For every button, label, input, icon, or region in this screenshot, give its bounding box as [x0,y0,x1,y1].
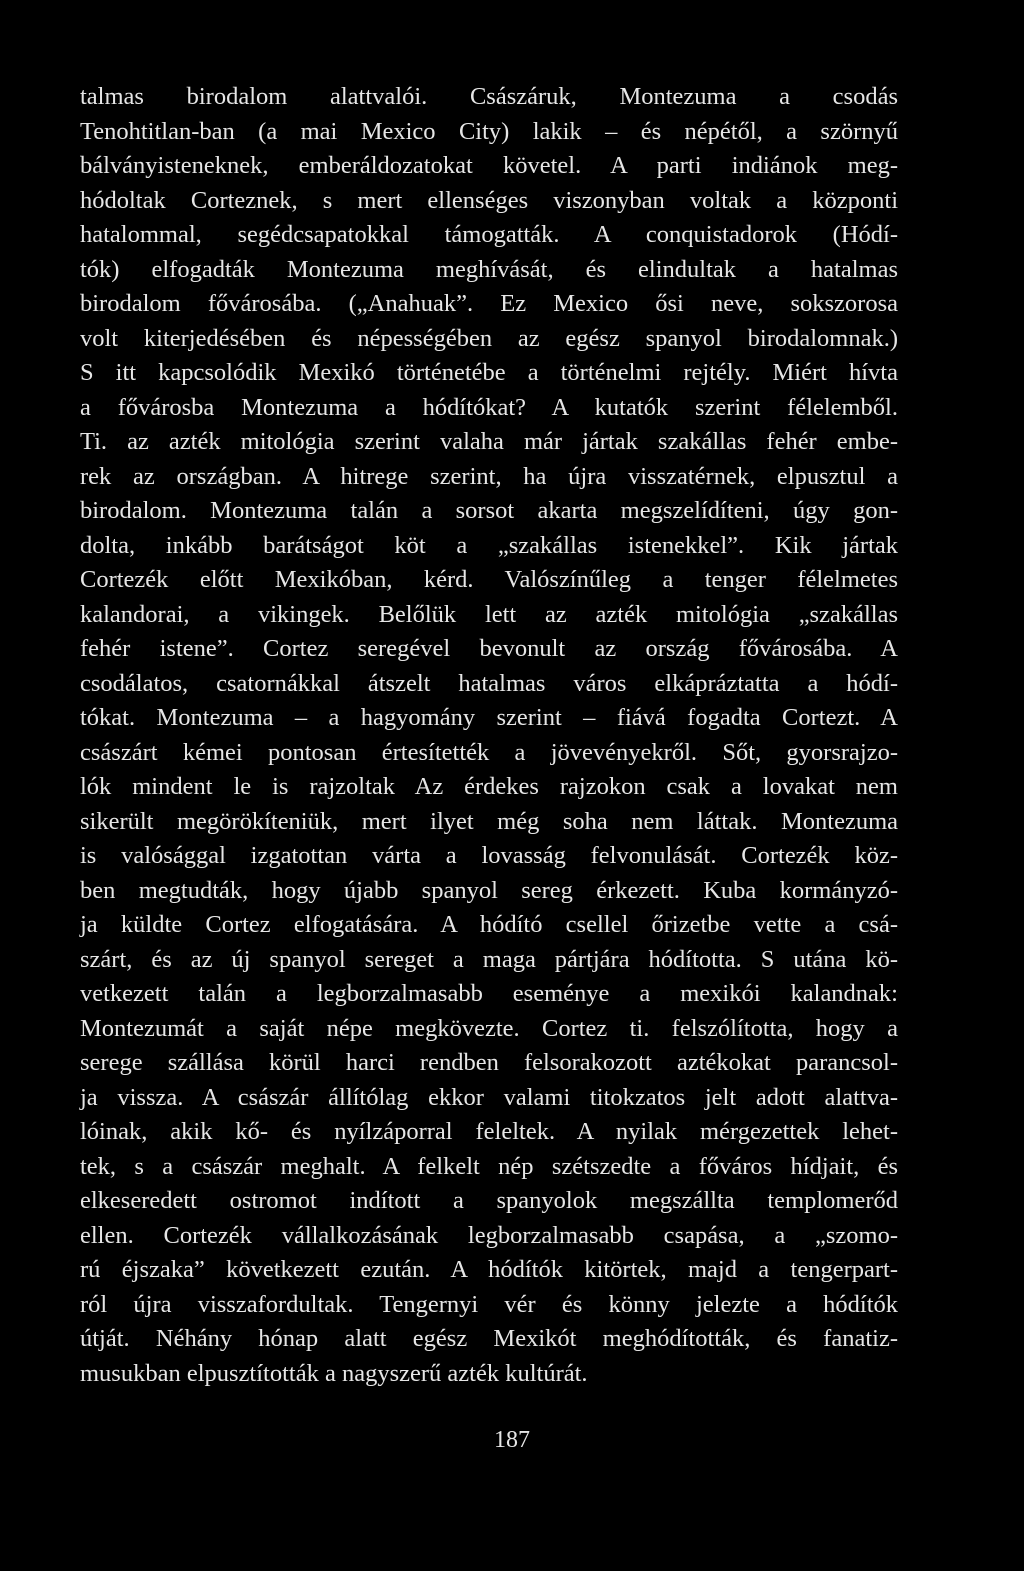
text-line: Montezumát a saját népe megkövezte. Cortez ti. felszólította, hogy a [80,1014,898,1042]
text-line: lóinak, akik kő- és nyílzáporral feleltek. A nyilak mérgezettek lehet- [80,1118,898,1145]
text-line: vetkezett talán a legborzalmasabb eseménye a mexikói kalandnak: [80,980,898,1007]
text-line: császárt kémei pontosan értesítették a jövevényekről. Sőt, gyorsrajzo- [80,738,898,766]
text-line: sikerült megörökíteniük, mert ilyet még soha nem láttak. Montezuma [80,807,898,835]
text-line: tók) elfogadták Montezuma meghívását, és elindultak a hatalmas [80,255,898,283]
text-line: ben megtudták, hogy újabb spanyol sereg érkezett. Kuba kormányzó- [80,876,898,904]
text-line: útját. Néhány hónap alatt egész Mexikót meghódították, és fanatiz- [80,1325,898,1352]
text-line: ja vissza. A császár állítólag ekkor valami titokzatos jelt adott alattva- [80,1083,898,1111]
text-line: Ti. az azték mitológia szerint valaha már jártak szakállas fehér embe- [80,428,898,455]
text-line: ja küldte Cortez elfogatására. A hódító csellel őrizetbe vette a csá- [80,911,898,938]
text-line: kalandorai, a vikingek. Belőlük lett az azték mitológia „szakállas [80,600,898,628]
text-line: csodálatos, csatornákkal átszelt hatalmas város elkápráztatta a hódí- [80,669,898,697]
text-line: dolta, inkább barátságot köt a „szakállas istenekkel”. Kik jártak [80,531,898,559]
text-line: Cortezék előtt Mexikóban, kérd. Valószínűleg a tenger félelmetes [80,566,898,593]
text-line: bálványisteneknek, emberáldozatokat követel. A parti indiánok meg- [80,152,898,179]
text-line: S itt kapcsolódik Mexikó történetébe a történelmi rejtély. Miért hívta [80,359,898,386]
text-line: tókat. Montezuma – a hagyomány szerint – fiává fogadta Cortezt. A [80,704,898,731]
text-line: Tenohtitlan-ban (a mai Mexico City) lakik – és népétől, a szörnyű [80,117,898,145]
text-line: ról újra visszafordultak. Tengernyi vér és könny jelezte a hódítók [80,1290,898,1318]
text-line: is valósággal izgatottan várta a lovasság felvonulását. Cortezék köz- [80,842,898,869]
text-line: rú éjszaka” következett ezután. A hódítók kitörtek, majd a tengerpart- [80,1256,898,1283]
page-number: 187 [494,1427,530,1453]
text-line: a fővárosba Montezuma a hódítókat? A kutatók szerint félelemből. [80,393,898,421]
text-line: talmas birodalom alattvalói. Császáruk, Montezuma a csodás [80,83,898,110]
text-line: szárt, és az új spanyol sereget a maga pártjára hódította. S utána kö- [80,945,898,973]
text-line: birodalom. Montezuma talán a sorsot akarta megszelídíteni, úgy gon- [80,497,898,524]
text-line: fehér istene”. Cortez seregével bevonult az ország fővárosába. A [80,635,898,662]
text-line: rek az országban. A hitrege szerint, ha újra visszatérnek, elpusztul a [80,462,898,490]
text-line: tek, s a császár meghalt. A felkelt nép szétszedte a főváros hídjait, és [80,1152,898,1180]
text-line: serege szállása körül harci rendben felsorakozott aztékokat parancsol- [80,1049,898,1076]
body-text [80,80,898,1391]
text-line: birodalom fővárosába. („Anahuak”. Ez Mexico ősi neve, sokszorosa [80,290,898,317]
text-line: musukban elpusztították a nagyszerű azték kultúrát. [80,1359,588,1387]
text-line: elkeseredett ostromot indított a spanyolok megszállta templomerőd [80,1187,898,1214]
text-line: volt kiterjedésében és népességében az egész spanyol birodalomnak.) [80,324,898,352]
text-line: lók mindent le is rajzoltak Az érdekes rajzokon csak a lovakat nem [80,773,898,800]
text-line: ellen. Cortezék vállalkozásának legborzalmasabb csapása, a „szomo- [80,1221,898,1249]
text-line: hatalommal, segédcsapatokkal támogatták. A conquistadorok (Hódí- [80,221,898,248]
text-line: hódoltak Corteznek, s mert ellenséges viszonyban voltak a központi [80,186,898,214]
